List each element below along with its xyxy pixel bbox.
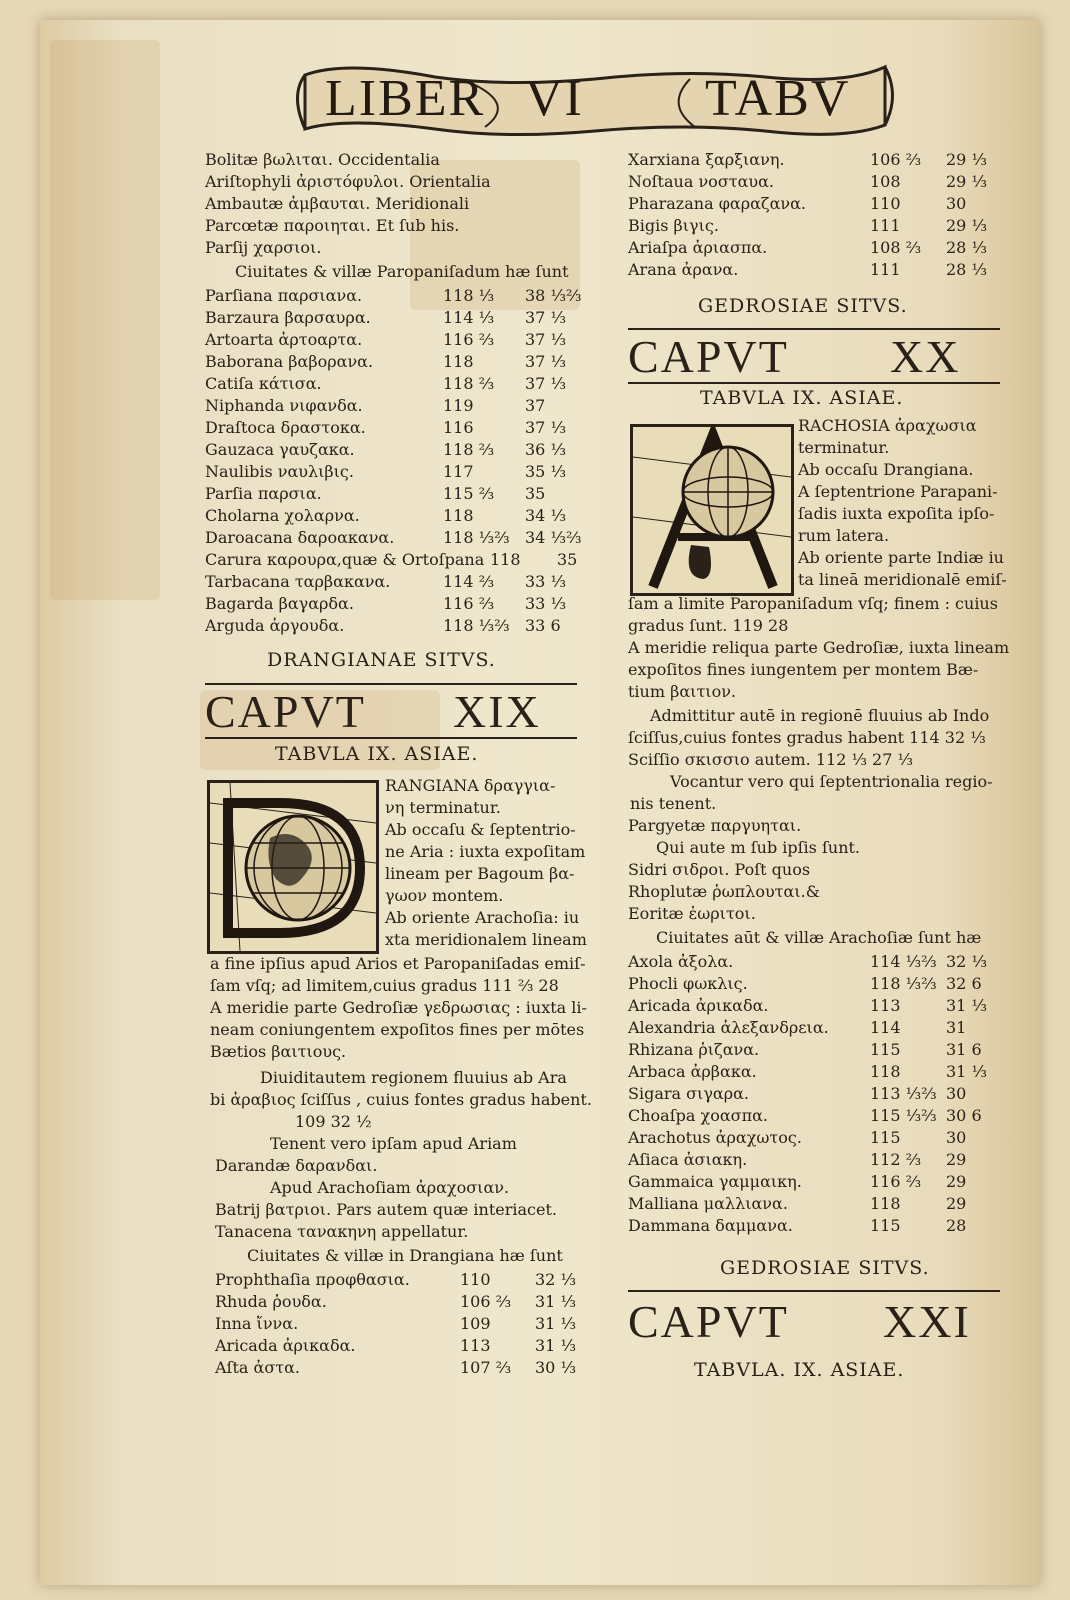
text-line: Qui aute m ſub ipſis ſunt.: [656, 838, 861, 857]
caput-number: XXI: [883, 1296, 971, 1347]
cities-heading: Ciuitates & villæ in Drangiana hæ ſunt: [247, 1246, 563, 1265]
text-line: γωον montem.: [385, 886, 504, 905]
text-line: expoſitos fines iungentem per montem Bæ-: [628, 660, 979, 679]
text-line: Rhoplutæ ῥωπλουται.&: [628, 882, 820, 901]
caput-word: CAPVT: [628, 1296, 789, 1347]
cities-heading: Ciuitates aūt & villæ Arachoſiæ ſunt hæ: [656, 928, 982, 947]
text-line: Batrij βατριοι. Pars autem quæ interiacet.: [215, 1200, 557, 1219]
text-line: ne Aria : iuxta expoſitam: [385, 842, 586, 861]
banner-book-number: VI: [525, 70, 584, 127]
situs-heading: GEDROSIAE SITVS.: [698, 295, 908, 317]
caput-word: CAPVT: [205, 686, 366, 737]
woodcut-initial-a: [630, 424, 794, 596]
text-line: ſadis iuxta expoſita ipſo-: [798, 504, 995, 523]
text-line: Sidri σιδροι. Poſt quos: [628, 860, 811, 879]
text-line: neam coniungentem expoſitos fines per mōtes: [210, 1020, 585, 1039]
text-line: Tanacena τανακηνη appellatur.: [215, 1222, 469, 1241]
text-line: Ab occaſu Drangiana.: [798, 460, 974, 479]
text-line: ſam a limite Paropaniſadum vſq; finem : cuius: [628, 594, 998, 613]
text-line: νη terminatur.: [385, 798, 501, 817]
text-line: Admittitur autē in regionē fluuius ab Indo: [650, 706, 990, 725]
text-line: bi ἀραβιος ſciſſus , cuius fontes gradus habent.: [210, 1090, 592, 1109]
text-line: ſam vſq; ad limitem,cuius gradus 111 ⅔ 28: [210, 976, 559, 995]
intro-line: Bolitæ βωλιται. Occidentalia: [205, 150, 440, 169]
divider: [205, 737, 577, 739]
text-line: terminatur.: [798, 438, 890, 457]
right-column: Xarxiana ξαρξιανη. 106 ⅔ 29 ⅓ Noſtaua νοσταυα. 108 29 ⅓ Pharazana φαραζανα. 110 30 Bigis βιγις. 111 29 ⅓ Ariaſpa ἀριασπα. 108 ⅔ 28 ⅓ Arana ἀρανα. 111 28 ⅓ GEDROSIAE SITVS. CAPVT XX TABVLA IX. ASIAE. RACHOSIA ἀραχωσια terminatur. Ab occaſu Drangiana. A ſeptentrione Parapani- ſadis iuxta expoſita ipſo- rum latera. Ab oriente parte Indiæ iu ta lineā meridionalē emiſ- ſam a limite Paropaniſadum vſq; finem : cuius gradus ſunt. 119 28 A meridie reliqua parte Gedroſiæ, iuxta lineam expoſitos fines iungentem per montem Bæ- tium βαιτιον. Admittitur autē in regionē fluuius ab Indo ſciſſus,cuius fontes gradus habent 114 32 ⅓ Sciſſio σκισσιο autem. 112 ⅓ 27 ⅓ Vocantur vero qui ſeptentrionalia regio- nis tenent. Pargyetæ παργυηται. Qui aute m ſub ipſis ſunt. Sidri σιδροι. Poſt quos Rhoplutæ ῥωπλουται.& Eoritæ ἐωριτοι. Ciuitates aūt & villæ Arachoſiæ ſunt hæ Axola ἀξολα. 114 ⅓⅔ 32 ⅓ Phocli φωκλις. 118 ⅓⅔ 32 6 Aricada ἀρικαδα. 113 31 ⅓ Alexandria ἀλεξανδρεια. 114 31 Rhizana ῥιζανα. 115 31 6 Arbaca ἀρβακα. 118 31 ⅓ Sigara σιγαρα. 113 ⅓⅔ 30 Choaſpa χοασπα. 115 ⅓⅔ 30 6 Arachotus ἀραχωτος. 115 30 Aſiaca ἀσιακη. 112 ⅔ 29 Gammaica γαμμαικη. 116 ⅔ 29 Malliana μαλλιανα. 118 29 Dammana δαμμανα. 115 28 GEDROSIAE SITVS. CAPVT XXI TABVLA. IX. ASIAE.: [628, 150, 1010, 1381]
text-line: RACHOSIA ἀραχωσια: [798, 416, 977, 435]
text-line: RANGIANA δραγγια-: [385, 776, 556, 795]
text-line: Diuiditautem regionem fluuius ab Ara: [260, 1068, 567, 1087]
text-line: tium βαιτιον.: [628, 682, 737, 701]
text-line: A meridie reliqua parte Gedroſiæ, iuxta lineam: [628, 638, 1010, 657]
armillary-initial-icon: [633, 427, 791, 593]
text-line: A meridie parte Gedroſiæ γεδρωσιας : iuxta li-: [210, 998, 587, 1017]
caput-number: XIX: [453, 686, 541, 737]
title-banner: [285, 55, 905, 145]
tabula-heading: TABVLA IX. ASIAE.: [700, 387, 904, 409]
banner-tabu: TABV: [705, 70, 851, 127]
woodcut-initial-d: [207, 780, 379, 954]
text-line: Eoritæ ἐωριτοι.: [628, 904, 756, 923]
text-line: Ab oriente parte Indiæ iu: [798, 548, 1004, 567]
text-line: ta lineā meridionalē emiſ-: [798, 570, 1007, 589]
caput-word: CAPVT: [628, 331, 789, 382]
paper-stain: [50, 40, 160, 600]
text-line: Ab oriente Arachoſia: iu: [385, 908, 580, 927]
situs-heading: DRANGIANAE SITVS.: [267, 649, 496, 671]
text-line: xta meridionalem lineam: [385, 930, 587, 949]
intro-line: Parcœtæ παροιηται. Et ſub his.: [205, 216, 460, 235]
caput-number: XX: [890, 331, 961, 382]
text-line: lineam per Bagoum βα-: [385, 864, 575, 883]
intro-line: Ambautæ ἀμβαυται. Meridionali: [205, 194, 470, 213]
tabula-heading: TABVLA IX. ASIAE.: [275, 743, 479, 765]
text-line: Ab occaſu & ſeptentrio-: [385, 820, 576, 839]
left-column: Bolitæ βωλιται. Occidentalia Ariſtophyli ἀριστόφυλοι. Orientalia Ambautæ ἀμβαυται. Meridionali Parcœtæ παροιηται. Et ſub his. Parſij χαρσιοι. Ciuitates & villæ Paropaniſadum hæ ſunt Parſiana παρσιανα. 118 ⅓ 38 ⅓⅔ Barzaura βαρσαυρα. 114 ⅓ 37 ⅓ Artoarta ἀρτοαρτα. 116 ⅔ 37 ⅓ Baborana βαβορανα. 118 37 ⅓ Catiſa κάτισα. 118 ⅔ 37 ⅓ Niphanda νιφανδα. 119 37 Draſtoca δραστοκα. 116 37 ⅓ Gauzaca γαυζακα. 118 ⅔ 36 ⅓ Naulibis ναυλιβις. 117 35 ⅓ Parſia παρσια. 115 ⅔ 35 Cholarna χολαρνα. 118 34 ⅓ Daroacana δαροακανα. 118 ⅓⅔ 34 ⅓⅔ Carura καρουρα,quæ & Ortoſpana 118 35 Tarbacana ταρβακανα. 114 ⅔ 33 ⅓ Bagarda βαγαρδα. 116 ⅔ 33 ⅓ Arguda ἀργουδα. 118 ⅓⅔ 33 6 DRANGIANAE SITVS. CAPVT XIX TABVLA IX. ASIAE. RANGIANA δραγγια- νη terminatur. Ab occaſu & ſeptentrio- ne Aria : iuxta expoſitam lineam per Bagoum βα- γωον montem. Ab oriente Arachoſia: iu xta meridionalem lineam a fine ipſius apud Arios et Paropaniſadas emiſ- ſam vſq; ad limitem,cuius gradus 111 ⅔ 28 A meridie parte Gedroſiæ γεδρωσιας : iuxta li- neam coniungentem expoſitos fines per mōtes Bætios βαιτιους. Diuiditautem regionem fluuius ab Ara bi ἀραβιος ſciſſus , cuius fontes gradus habent. 109 32 ½ Tenent vero ipſam apud Ariam Darandæ δαρανδαι. Apud Arachoſiam ἀραχοσιαν. Batrij βατριοι. Pars autem quæ interiacet. Tanacena τανακηνη appellatur. Ciuitates & villæ in Drangiana hæ ſunt Prophthaſia προφθασια. 110 32 ⅓ Rhuda ῥουδα. 106 ⅔ 31 ⅓ Inna ἴννα. 109 31 ⅓ Aricada ἀρικαδα. 113 31 ⅓ Aſta ἀστα. 107 ⅔ 30 ⅓: [205, 150, 592, 1377]
text-line: Bætios βαιτιους.: [210, 1042, 347, 1061]
text-line: rum latera.: [798, 526, 890, 545]
text-line: a fine ipſius apud Arios et Paropaniſadas emiſ-: [210, 954, 586, 973]
text-line: 109 32 ½: [295, 1112, 372, 1131]
cities-heading: Ciuitates & villæ Paropaniſadum hæ ſunt: [235, 262, 569, 281]
divider: [628, 382, 1000, 384]
divider: [628, 1290, 1000, 1292]
text-line: nis tenent.: [630, 794, 717, 813]
text-line: Darandæ δαρανδαι.: [215, 1156, 378, 1175]
intro-line: Ariſtophyli ἀριστόφυλοι. Orientalia: [205, 172, 491, 191]
text-line: A ſeptentrione Parapani-: [798, 482, 998, 501]
tabula-heading: TABVLA. IX. ASIAE.: [694, 1359, 905, 1381]
intro-line: Parſij χαρσιοι.: [205, 238, 322, 257]
text-line: ſciſſus,cuius fontes gradus habent 114 32 ⅓: [628, 728, 986, 747]
text-line: Apud Arachoſiam ἀραχοσιαν.: [270, 1178, 510, 1197]
divider: [628, 328, 1000, 330]
text-line: Tenent vero ipſam apud Ariam: [270, 1134, 517, 1153]
text-line: Pargyetæ παργυηται.: [628, 816, 802, 835]
banner-liber: LIBER: [325, 70, 486, 127]
divider: [205, 683, 577, 685]
text-line: gradus ſunt. 119 28: [628, 616, 789, 635]
globe-initial-icon: [210, 783, 376, 951]
situs-heading: GEDROSIAE SITVS.: [720, 1257, 930, 1279]
text-line: Sciſſio σκισσιο autem. 112 ⅓ 27 ⅓: [628, 750, 914, 769]
text-line: Vocantur vero qui ſeptentrionalia regio-: [670, 772, 993, 791]
